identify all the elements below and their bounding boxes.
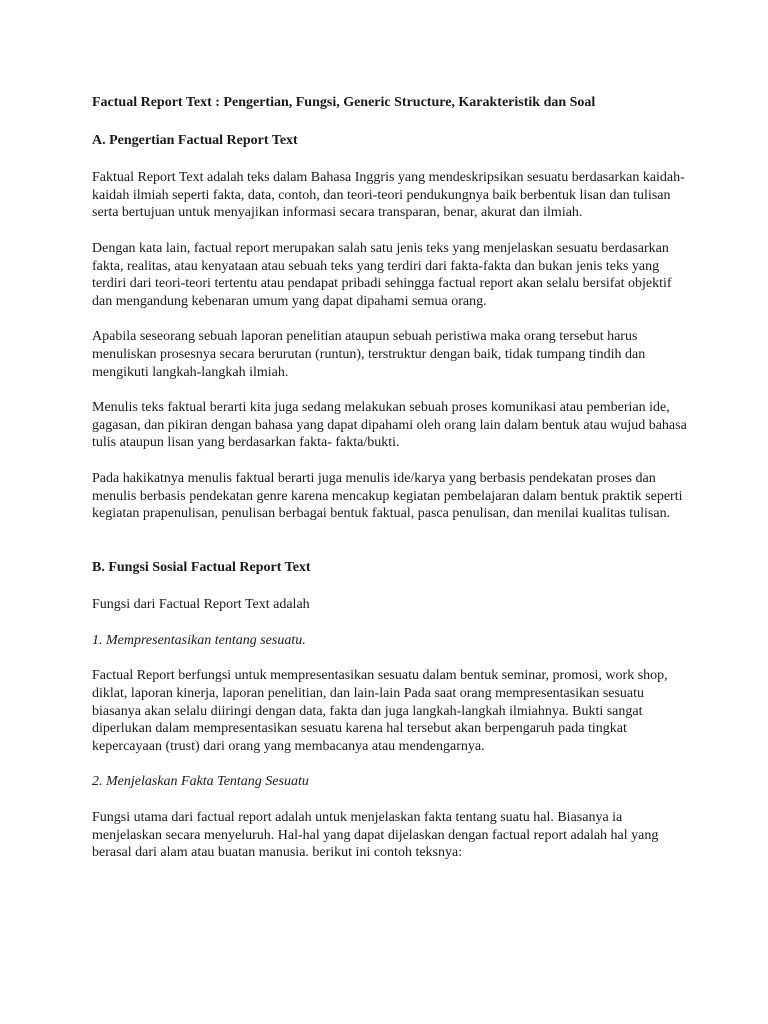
- section-a-paragraph-1: Faktual Report Text adalah teks dalam Bahasa Inggris yang mendeskripsikan sesuatu berdasarkan kaidah-kaidah ilmiah seperti fakta, data, contoh, dan teori-teori pendukungnya baik berbentuk lisan dan tulisan serta bertujuan untuk menyajikan informasi secara transparan, benar, akurat dan ilmiah.: [92, 170, 685, 221]
- section-a-paragraph-2: Dengan kata lain, factual report merupakan salah satu jenis teks yang menjelaskan sesuatu berdasarkan fakta, realitas, atau kenyataan atau sebuah teks yang terdiri dari fakta-fakta dan bukan jenis teks yang terdiri dari teori-teori tertentu atau pendapat pribadi sehingga factual report akan selalu bersifat objektif dan mengandung kebenaran umum yang dapat dipahami semua orang.: [92, 240, 672, 309]
- document-title: Factual Report Text : Pengertian, Fungsi, Generic Structure, Karakteristik dan Soal: [92, 95, 596, 110]
- section-a-heading: A. Pengertian Factual Report Text: [92, 132, 298, 148]
- section-b-point-1-text: Factual Report berfungsi untuk mempresentasikan sesuatu dalam bentuk seminar, promosi, work shop, diklat, laporan kinerja, laporan penelitian, dan lain-lain Pada saat orang mempresentasikan sesuatu biasanya akan selalu diiringi dengan data, fakta dan juga langkah-langkah ilmiahnya. Bukti sangat diperlukan dalam mempresentasikan sesuatu karena hal tersebut akan berpengaruh pada tingkat kepercayaan (trust) dari orang yang membacanya atau mendengarnya.: [92, 668, 668, 754]
- section-b-point-2-title: 2. Menjelaskan Fakta Tentang Sesuatu: [92, 774, 309, 790]
- section-b-heading: B. Fungsi Sosial Factual Report Text: [92, 559, 311, 575]
- section-a-paragraph-5: Pada hakikatnya menulis faktual berarti juga menulis ide/karya yang berbasis pendekatan proses dan menulis berbasis pendekatan genre karena mencakup kegiatan pembelajaran dalam bentuk praktik seperti kegiatan prapenulisan, penulisan berbagai bentuk faktual, pasca penulisan, dan menilai kualitas tulisan.: [92, 470, 683, 522]
- section-b-intro: Fungsi dari Factual Report Text adalah: [92, 597, 310, 613]
- section-a-paragraph-4: Menulis teks faktual berarti kita juga sedang melakukan sebuah proses komunikasi atau pemberian ide, gagasan, dan pikiran dengan bahasa yang dapat dipahami oleh orang lain dalam bentuk atau wujud bahasa tulis ataupun lisan yang berdasarkan fakta- fakta/bukti.: [92, 400, 687, 451]
- section-b-point-2-text: Fungsi utama dari factual report adalah untuk menjelaskan fakta tentang suatu hal. Biasanya ia menjelaskan secara menyeluruh. Hal-hal yang dapat dijelaskan dengan factual report adalah hal yang berasal dari alam atau buatan manusia. berikut ini contoh teksnya:: [92, 810, 659, 861]
- section-a-paragraph-3: Apabila seseorang sebuah laporan penelitian ataupun sebuah peristiwa maka orang tersebut harus menuliskan prosesnya secara berurutan (runtun), terstruktur dengan baik, tidak tumpang tindih dan mengikuti langkah-langkah ilmiah.: [92, 329, 646, 380]
- section-b-point-1-title: 1. Mempresentasikan tentang sesuatu.: [92, 632, 306, 648]
